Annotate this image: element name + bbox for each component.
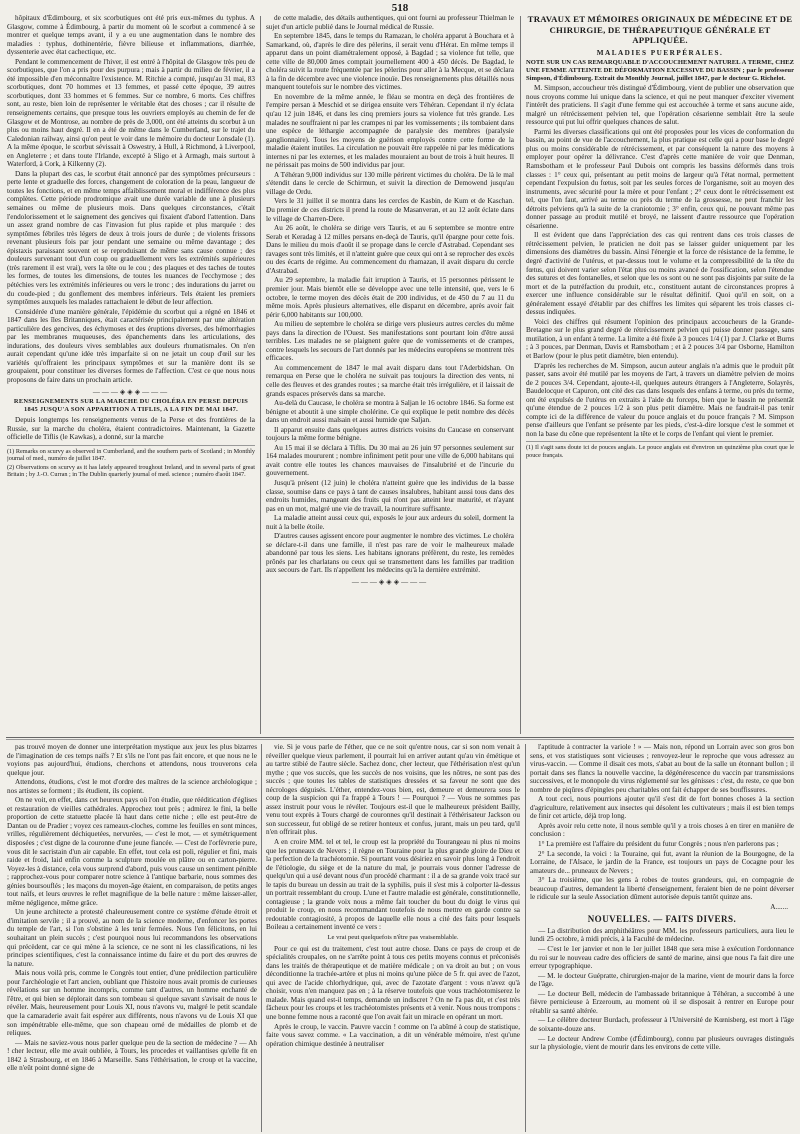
page-number: 518 <box>391 2 409 14</box>
paragraph: Au 26 août, le choléra se dirige vers Tauris, et au 6 septembre se montre entre Serab et Keradag à 12 milles persans en-deçà de Tauris, qu'il épargne pour cette fois. Dans le milieu du mois d'août il se propage dans le cercle d'Astrabad. Cependant ses ravages sont très limités, et il n'atteint guère que ceux qui ont à se reprocher des excès ou des écarts de régime. Au commencement du rhamazan, il avait disparu du cercle d'Astrabad. <box>266 224 514 275</box>
paragraph: 2° La seconde, la voici : la Touraine, qui fut, avant la réunion de la Bourgogne, de la Lorraine, de l'Alsace, le jardin de la France, est toujours un pays de Cocagne pour les amateurs de... pruneaux de Nevers ; <box>530 849 794 875</box>
feuilleton-column-2 <box>266 743 520 1131</box>
paragraph: Mais nous voilà pris, comme le Congrès tout entier, d'une prédilection particulière pour l'archéologie et l'art ancien, oubliant que l'histoire nous avait promis de curieuses révélations sur un homme incompris, comme tant d'autres, un homme enchanté de l'être, et qui bien se déplorait dans son tombeau si quelque savant s'avisait de nous le révéler. Mais, heureusement pour Louis XI, nous n'avons vu, malgré le petit scandale que la camaraderie avait fait espérer aux différents, nous n'avons vu de Louis XI que son impénétrable elle-même, que son chapeau orné de médailles de plomb et de reliques. <box>7 969 257 1038</box>
news-item: — La distribution des amphithéâtres pour MM. les professeurs particuliers, aura lieu le lundi 25 octobre, à midi précis, à la Faculté de médecine. <box>530 926 794 944</box>
paragraph: Considérée d'une manière générale, l'épidémie du scorbut qui a régné en 1846 et 1847 dans les îles Britanniques, était caractérisée principalement par une altération particulière des gencives, des échymoses et des éruptions diverses, des hémorrhagies par les membranes muqueuses, des épanchements dans les articulations, des indurations, des douleurs vives semblables aux douleurs rhumatismales. On n'en aurait cependant qu'une idée très imparfaite si on ne jetait un coup d'œil sur les variétés qu'offraient les principaux symptômes et sur la manière dont ils se groupaient, pour constituer les diverses formes de l'affection. C'est ce que nous nous proposons de faire dans un prochain article. <box>7 307 255 384</box>
section-header: TRAVAUX ET MÉMOIRES ORIGINAUX DE MÉDECINE ET DE CHIRURGIE, DE THÉRAPEUTIQUE GÉNÉRALE ET APPLIQUÉE. <box>527 14 793 45</box>
news-item: — Le docteur Andrew Combe (d'Édimbourg), connu par plusieurs ouvrages distingués sur la physiologie, vient de mourir dans les environs de cette ville. <box>530 1034 794 1052</box>
ornament-divider: ———◈◈◈——— <box>351 578 429 586</box>
paragraph: — Mais ne saviez-vous nous parler quelque peu de la section de médecine ? — Ah ! cher lecteur, elle me avait oubliée, à Tours, les procedes et vaillantises qu'elle fit en 1842 à Strasbourg, et en 1846 à Marseille. Sans l'éthérisation, le croup et la vaccine, elle n'eût point donné signe de <box>7 1038 257 1073</box>
paragraph: Au commencement de 1847 le mal avait disparu dans tout l'Aderbidshan. On remarqua en Perse que le choléra ne suivait pas toujours la direction des vents, ni celle des fleuves et des grandes routes ; sa marche était très irrégulière, et il laissait de grands espaces préservés dans sa marche. <box>266 363 514 398</box>
paragraph: D'autres causes agissent encore pour augmenter le nombre des victimes. Le choléra se déclare-t-il dans une famille, il n'est pas rare de voir le malheureux malade abandonné par tous les siens. Les habitans ignorans préfèrent, du reste, les remèdes prônés par les charlatans ou ceux qui se transmettent dans les familles par tradition aux secours de l'art. Ils n'appellent les médecins qu'à la dernière extrémité. <box>266 532 514 575</box>
news-item: — C'est le 1er janvier et non le 1er juillet 1848 que sera mise à exécution l'ordonnance du roi sur le nouveau cadre des officiers de santé de marine, ainsi que nous l'a fait dire une erreur typographique. <box>530 945 794 971</box>
paragraph: Un jeune architecte a protesté chaleureusement contre ce système d'étude étroit et d'imitation servile ; il a prouvé, au nom de la science moderne, d'enfoncer les portes du temple de l'art, si l'on s'obstine à les tenir fermées. Nous l'en félicitons, en lui souhaitant un plein succès ; c'est pourquoi nous lui recommandons les observations qui précèdent, car ce qui mène à la science, ce ne sont ni les classifications, ni les principes scientifiques, c'est la connaissance intime du faire et du port des œuvres de la nature. <box>7 908 257 968</box>
footnote: (2) Observations on scurvy as it has lately appeared troughout Ireland, and in several parts of great Britain ; by J.-O. Curran ; in The Dublin quarterly journal of med. science ; numéro d'août 1847. <box>7 463 255 478</box>
ornament-divider: ———◈◈◈——— <box>92 387 170 396</box>
paragraph: vie. Si je vous parle de l'éther, que ce ne soit qu'entre nous, car si son nom venait à réveiller quelque vieux parlement, il pourrait lui en arriver autant qu'au vin émétique et au tartre stibié de l'autre siècle. Sachez donc, cher lecteur, que l'éthérisation n'est qu'un mythe ; que vos succès, que les succès de nos voisins, que les nôtres, ne sont pas des succès ; que toutes les tables de statistiques dressées et sa faveur ne sont que des nécrologes déguisés. L'éther, entendez-vous bien, est, demeure et demeurera sous le coup de la suspicion qui l'a frappé à Tours ! — Pourquoi ? — Vous ne sommes pas assez instruit pour vous le révéler. Toujours est-il que le malheureux président Bailly, venu tout exprès à Tours chargé de couronnes qu'il destinait à l'éthérisateur Jackson ou son successeur, fut obligé de se retirer honteux et confus, jurant, mais un peu tard, qu'il n'en offrirait plus. <box>266 743 520 837</box>
footnotes <box>7 445 255 479</box>
paragraph: Attendons, étudions, c'est le mot d'ordre des maîtres de la science archéologique ; nos artistes se forment ; ils étudient, ils copient. <box>7 778 257 795</box>
column-rule <box>260 16 261 734</box>
article-title: NOTE SUR UN CAS REMARQUABLE D'ACCOUCHEMENT NATUREL A TERME, CHEZ UNE FEMME ATTEINTE DE DÉFORMATION EXCESSIVE DU BASSIN ; par le professeur Simpson, d'Édimbourg. Extrait du Monthly Journal, juillet 1847, par le docteur G. Richelot. <box>526 59 794 83</box>
paragraph: Dans la plupart des cas, le scorbut était annoncé par des symptômes précurseurs : perte lente et graduelle des forces, changement de coloration de la peau, langueur de toutes les fonctions, et en même temps affaiblissement moral et indifférence des plus complètes. Cette période prodromique avait une durée variable de une à plusieurs semaines ou même de plusieurs mois. Dans quelques circonstances, c'était l'endolorissement et le saignement des gencives qui fixaient d'abord l'attention. Dans un assez grand nombre de cas l'invasion fut plus rapide et plus marquée : des symptômes fébriles très légers de deux à trois jours de durée ; de violents frissons revenant plusieurs fois par jour pendant une semaine ou même davantage ; des épistaxis paraissant souvent et se reproduisant de même sans cause connue ; des douleurs survenant tout d'un coup ou graduellement vers les extrémités supérieures (très rarement il est vrai), vers la tête ou le cou ; des plaques et des taches de toutes les formes, de toutes les dimensions, de toutes les nuances de l'ecchymose ; des pétéchies vers les extrémités inférieures ou vers le tronc ; des indurations du jarret ou du coude-pied ; du gonflement des membres inférieurs. Tels étaient les premiers symptômes auxquels les malades rattachaient le début de leur affection. <box>7 169 255 307</box>
footnote: (1) Remarks on scurvy as observed in Cumberland, and the southern parts of Scotland ; in Monthly journal of med., numéro de juillet 1847. <box>7 447 255 463</box>
rubric-title: MALADIES PUERPÉRALES. <box>596 48 724 57</box>
paragraph: En novembre de la même année, le fléau se montra en deçà des frontières de l'empire persan à Meschid et se dirigea ensuite vers Téhéran. Cependant il n'y éclata qu'au 12 juin 1846, et dans les cinq premiers jours sa violence fut très grande. Les malades ne souffraient ni par les crampes ni par les vomissements ; ils tombaient dans une espèce de léthargie accompagnée de paralysie des membres (paralysie ganglionnaire). Tous les moyens de guérison employés contre cette forme de la maladie étaient inutiles. La circulation ne pouvait être rappelée ni par les médications internes ni par les externes, et les malades mouraient au bout de trois à huit heures. Il ne périssait pas moins de 500 individus par jour. <box>266 92 514 170</box>
section-title: RENSEIGNEMENTS SUR LA MARCHE DU CHOLÉRA EN PERSE DEPUIS 1845 JUSQU'A SON APPARITION A TIFLIS, A LA FIN DE MAI 1847. <box>13 398 249 414</box>
paragraph: Jusqu'à présent (12 juin) le choléra n'atteint guère que les individus de la basse classe, soumise dans ce pays à tant de causes insalubres, habitant aussi tous dans des endroits humides, mangeant des fruits qui n'ont pas atteint leur maturité, et n'ayant pas en un mot, malgré une vie de travail, la nourriture suffisante. <box>266 478 514 513</box>
paragraph: Voici des chiffres qui résument l'opinion des principaux accoucheurs de la Grande-Bretagne sur le plus grand degré de rétrécissement pelvien qui puisse donner passage, sans mutilation, à un enfant à terme. La limite a été fixée à 3 pouces 1/4 (1) par J. Clarke et Burns ; à 3 pouces, par Denman, Davis et Ramsbotham ; et à 2 pouces 3/4 par Osborne, Hamilton et Barlow (pour le plus petit diamètre, bien entendu). <box>526 317 794 360</box>
paragraph: D'après les recherches de M. Simpson, aucun auteur anglais n'a admis que le produit pût passer, sans avoir été mutilé par les moyens de l'art, à travers un diamètre pelvien de moins de 2 pouces 3/4. Cependant, ajoute-t-il, quelques auteurs étrangers à l'Angleterre, Solayrès, Baudelocque et Capuron, ont cité des cas dans lesquels des enfans à terme, ou près du terme, ont été expulsés de l'utérus en extraits à l'aide du forceps, bien que le bassin ne présentât qu'une étendue de 2 pouces 1/2 à son plus petit diamètre. Mais ne faudrait-il pas tenir compte ici de la différence de valeur du pouce anglais et du pouce français ? M. Simpson pense d'ailleurs que l'enfant se présente par les pieds, c'est-à-dire lorsque c'est le sommet et non la base du cône que représentent la tête et le corps de l'enfant qui vient le premier. <box>526 361 794 438</box>
paragraph: l'aptitude à contracter la variole ! » — Mais non, répond un Lorrain avec son gros bon sens, et vos statistiques sont vicieuses ; renvoyez-leur le reproche que vous adressez au virus-vaccin. — Comme il disait ces mots, s'abat au bout de la salle un étonnant bullon ; il portait dans ses flancs la nouvelle vaccine, la dégénérescence du vaccin par transmissions successives, et le monopole du virus réglementé sur les génisses : c'est, du reste, ce que bon nombre de piqûres d'épingles peu charitables ont fait échapper de ses bouffissures. <box>530 743 794 794</box>
paragraph: Au-delà du Caucase, le choléra se montra à Saljan le 16 octobre 1846. Sa forme est bénigne et aboutit à une simple cholérine. Ce qui explique le petit nombre des décès dans un endroit aussi malsain et aussi humide que Saljan. <box>266 399 514 425</box>
column-rule <box>520 16 521 734</box>
column-2 <box>266 14 514 730</box>
feuilleton-column-1 <box>7 743 257 1131</box>
paragraph: A en croire MM. tel et tel, le croup est la propriété du Tourangeau ni plus ni moins que les pruneaux de Nevers ; il règne en Touraine pour la plus grande gloire de Dieu et la perfection de la trachéotomie. Si pourtant vous désiriez en savoir plus long à l'endroit de l'étiologie, du siège et de la nature du mal, je pourrais vous donner l'adresse de quelqu'un qui a usé devant nous d'un procédé charmant : il a de sa grande voix tracé sur le tapis du bureau un dessin au trait de la syphilis, puis il s'est mis à colporter là-dessus un portrait ressemblant du croup. L'une et l'autre maladie est générale, constitutionnelle, contagieuse ; la grande voix nous a même fait toucher du bout du doigt le virus qui produit le croup, en nous recommandant toutefois de nous mettre en garde contre sa redoutable contagiosité, à propos de laquelle elle nous a cité des faits pour lesquels Boileau a certainement inventé ce vers : <box>266 838 520 932</box>
paragraph: Au 29 septembre, la maladie fait irruption à Tauris, et 15 personnes périssent le premier jour. Mais bientôt elle se développe avec une telle intensité, que, vers le 6 octobre, le terme moyen des décès était de 200 individus, et de 450 du 7 au 11 du même mois. Après plusieurs alternatives, elle disparut en décembre, après avoir fait périr 6,000 habitants sur 100,000. <box>266 276 514 319</box>
quoted-verse: Le vrai peut quelquefois n'être pas vraisemblable. <box>327 934 459 942</box>
column-rule <box>261 744 262 1132</box>
paragraph: hôpitaux d'Édimbourg, et six scorbutiques ont été pris eux-mêmes du typhus. A Glasgow, comme à Édimbourg, à partir du moment où le scorbut a commencé à se montrer et quelque temps avant, il y a eu une augmentation dans le nombre des maladies : typhus, dothinentérie, fièvre bilieuse et inflammations, diarrhée, dyssenterie avec état cachectique, etc. <box>7 14 255 57</box>
column-1 <box>7 14 255 730</box>
paragraph: Vers le 31 juillet il se montra dans les cercles de Kasbin, de Kum et de Kaschan. Du premier de ces districts il prend la route de Masanveran, et au 12 août éclate dans le village de Charren-Dere. <box>266 197 514 223</box>
paragraph: Il est évident que dans l'appréciation des cas qui rentrent dans ces trois classes de rétrécissement pelvien, le praticien ne doit pas se laisser guider uniquement par les dimensions des diamètres du bassin. Ainsi l'énergie et la force de résistance de la femme, le degré d'activité de l'utérus, et par-dessus tout le volume et la compressibilité de la tête du fœtus, qui doivent varier selon l'état plus ou moins avancé de l'ossification, selon l'étendue des sutures et des fontanelles, et selon que les os sont ou ne sont pas disjoints par suite de la mort et de la putréfaction du produit, etc., constituent autant de circonstances propres à exercer une influence considérable sur le résultat définitif. Quoi qu'il en soit, on a généralement essayé d'établir par des chiffres les limites qui séparent les trois classes ci-dessus indiquées. <box>526 231 794 317</box>
footnote: (1) Il s'agit sans doute ici de pouces anglais. Le pouce anglais est d'environ un quinzième plus court que le pouce français. <box>526 444 794 459</box>
paragraph: On ne voit, en effet, dans cet heureux pays où l'on étudie, que rééditication d'églises et restauration de vieilles cathédrales. Approchez tout près ; admirez le fini, la belle proportion de cette statuette placée là haut dans cette niche ; elle est peut-être de Dantan ou de Pradier ; voyez ces rameaux-cloches, comme les feuilles en sont minces, vrilles, régulièrement déchiquetées, nervurées, — c'est le mot, — et symétriquement disposées ; c'est digne de la couronne d'une jeune fiancée. — C'est de l'orfèvrerie pure, vous dit le sacristain d'un air capable. En effet, tout cela est poli, régulier et fini, mais raide et froid, laid enfin comme la sculpture moulée en plâtre ou en carton-pierre. Voyez-les à distance, cela vous surprend d'abord, puis vous cause un sentiment pénible ; rapprochez-vous pour comparer notre science à l'antique barbarie, nous sommes des génies boursouflés ; les maçons du moyen-âge étaient, en comparaison, de petits anges tout naïfs, et leurs œuvres le reflet magnifique de la belle nature : même laisser-aller, même négligence, même grâce. <box>7 796 257 907</box>
paragraph: Au 15 mai il se déclara à Tiflis. Du 30 mai au 26 juin 97 personnes seulement sur 164 malades moururent ; nombre infiniment petit pour une ville de 6,000 habitans qui avait contre elle toutes les chances mauvaises de l'insalubrité et de l'incurie du gouvernement. <box>266 443 514 478</box>
paragraph: Après avoir relu cette note, il nous semble qu'il y a trois choses à en tirer en manière de conclusion : <box>530 821 794 839</box>
paragraph: Pour ce qui est du traitement, c'est tout autre chose. Dans ce pays de croup et de spécialités croupales, on ne s'arrête point à tous ces petits moyens connus et préconisés dans les traités de thérapeutique et de matière médicale ; on va droit au but ; on vous déconditionne la trachée-artère et plus ni moins qu'une pièce de 5 fr. qui avec de l'azot, qui avec de l'acide chlorhydrique, qui, avec de l'azotate d'argent : vous n'avez qu'à choisir, vous n'en manquez pas en ; à la réserve toutefois que vous trachéotomiserez le malade. Mais quand est-il temps, demande un indiscret ? On ne l'a pas dit, et c'est très fâcheux pour les croups et les trachéotomistes présents et à venir. Nous nous trompons : une bonne femme nous a raconté que l'on avait fait un miracle en opérant un mort. <box>266 944 520 1021</box>
section-divider <box>6 737 794 738</box>
column-rule <box>525 744 526 1132</box>
paragraph: En septembre 1845, dans le temps du Ramazan, le choléra apparut à Bouchara et à Samarkand, où, d'après le dire des pèlerins, il serait venu d'Hérat. En même temps il apparut dans un point diamétralement opposé, à Bagdad ; sa violence fut telle, que cette ville de 80,000 âmes comptait journellement 400 à 450 décès. De Bagdad, le choléra suivit la route fréquentée par les pèlerins pour aller à la Mecque, et se déclara à la fin de décembre avec une violence inouïe. Des renseignements plus détaillés nous manquent toutefois sur le nombre des victimes. <box>266 32 514 92</box>
footnotes <box>526 441 794 459</box>
news-item: — M. le docteur Guépratte, chirurgien-major de la marine, vient de mourir dans la force de l'âge. <box>530 971 794 989</box>
paragraph: A tout ceci, nous pourrions ajouter qu'il s'est dit de fort bonnes choses à la section d'agriculture, relativement aux insectes qui désolent les cultivateurs ; mais il est bien temps de finir cet article, déjà trop long. <box>530 795 794 821</box>
column-3 <box>526 14 794 730</box>
news-heading: NOUVELLES. — FAITS DIVERS. <box>587 914 737 925</box>
paragraph: La maladie atteint aussi ceux qui, exposés le jour aux ardeurs du soleil, dorment la nuit à la belle étoile. <box>266 514 514 531</box>
paragraph: Après le croup, le vaccin. Pauvre vaccin ! comme on l'a abîmé à coup de statistique, faite vous savez comme. « La vaccination, a dit un vénérable mémoire, n'est qu'une opération chimique destinée à neutraliser <box>266 1022 520 1048</box>
paragraph: Au milieu de septembre le choléra se dirige vers plusieurs autres cercles du même pays dans la direction de l'Ouest. Ses manifestations sont pourtant loin d'être aussi terribles. Les malades ne se plaignent guère que de vomissements et de crampes, contre lesquels les secours de l'art donnés par les médecins européens se montrent très efficaces. <box>266 320 514 363</box>
section-divider <box>6 739 794 740</box>
paragraph: M. Simpson, accoucheur très distingué d'Édimbourg, vient de publier une observation que nous croyons comme lui unique dans la science, et qui ne peut manquer d'exciter vivement l'intérêt des praticiens. Il s'agit d'une femme qui est accouchée à terme et sans aucune aide, malgré un rétrécissement pelvien tel, que l'opération césarienne semblait être la seule ressource qui put lui offrir quelques chances de salut. <box>526 84 794 127</box>
paragraph: Depuis longtemps les renseignements venus de la Perse et des frontières de la Russie, sur la marche du choléra, étaient contradictoires. Maintenant, la Gazette officielle de Tiflis (le Kawkas), a donné, sur la marche <box>7 416 255 442</box>
paragraph: A Téhéran 9,000 individus sur 130 mille périrent victimes du choléra. De là le mal s'étendit dans le cercle de Schirmun, et suivit la direction de Demowend jusqu'au village de Ordu. <box>266 170 514 196</box>
paragraph: 3° La troisième, que les gens à robes de toutes grandeurs, qui, en compagnie de beaucoup d'autres, demandent la liberté d'enseignement, feraient bien de ne point déverser le ridicule sur la seule Association dûment autorisée depuis tantôt quinze ans. <box>530 876 794 902</box>
news-item: — Le docteur Bell, médecin de l'ambassade britannique à Téhéran, a succombé à une fièvre pernicieuse à Erzeroum, au moment où il se disposait à rentrer en Europe pour rétablir sa santé altérée. <box>530 989 794 1015</box>
news-item: — Le célèbre docteur Burdach, professeur à l'Université de Kœnisberg, est mort à l'âge de soixante-douze ans. <box>530 1016 794 1033</box>
paragraph: pas trouvé moyen de donner une interprétation mystique aux jeux les plus bizarres de l'imagination de ces temps naïfs ? Et s'ils ne l'ont pas fait encore, et que nous ne le voyions pas aujourd'hui, étudions, cherchons et attendons, nous trouverons cela quelque jour. <box>7 743 257 777</box>
paragraph: Parmi les diverses classifications qui ont été proposées pour les vices de conformation du bassin, au point de vue de l'accouchement, la plus pratique est celle qui a pour base le degré plus ou moins considérable de rétrécissement, et par conséquent la nature des moyens à employer pour opérer la délivrance. C'est d'après cette manière de voir que Denman, Ramsbotham et le professeur Paul Dubois ont compris les bassins déformés dans trois classes : 1° ceux qui, présentant au petit moins de largeur qu'à l'état normal, permettent cependant l'expulsion du fœtus, soit par les seules forces de l'organisme, soit au moyen des instruments, avec sécurité pour la mère et pour l'enfant ; 2° ceux dont le rétrécissement est tel, que l'on faut, arrivé au terme ou près du terme de la grossesse, ne peut franchir les détroits pelviens qu'à la suite de la craniotomie ; 3° enfin, ceux qui, ne pouvant même pas donner passage au produit mutilé et broyé, ne laissent d'autre ressource que l'opération césarienne. <box>526 127 794 230</box>
paragraph: Il apparut ensuite dans quelques autres districts voisins du Caucase en conservant toujours la même forme bénigne. <box>266 425 514 443</box>
paragraph: de cette maladie, des détails authentiques, qui ont fourni au professeur Thielman le sujet d'un article publié dans le Journal médical de Russie. <box>266 14 514 31</box>
signature: A....... <box>770 902 788 911</box>
paragraph: 1° La première est l'affaire du président du futur Congrès ; nous n'en parlerons pas ; <box>538 840 779 849</box>
paragraph: Pendant le commencement de l'hiver, il est entré à l'hôpital de Glasgow très peu de scorbutiques, que l'on a pris pour des purpura ; mais à partir du milieu de février, il a été impossible d'en méconnaître l'existence. M. Ritchie a compté, jusqu'au 31 mai, 83 scorbutiques, dont 70 hommes et 13 femmes, et passé cette époque, 39 autres scorbutiques, dont 33 hommes et 6 femmes. Sur ce nombre, 6 morts. Ces chiffres sont, au reste, bien loin de représenter le véritable état des choses ; car il résulte de renseignements certains, que presque tous les ouvriers employés au chemin de fer de Glasgow et de Montrose, au nombre de près de 3,000, ont été atteints du scorbut à un plus ou moins haut degré. Il en a été de même dans le Cumberland, sur le trajet du Caledonian railway, ainsi qu'on peut le voir dans le mémoire du docteur Lonsdale (1). A la même époque, le scorbut sévissait à Oswestry, à Hull, à Richmond, à Liverpool, en Angleterre ; et dans toute l'Irlande, excepté à Sligo et à Armagh, mais surtout à Waterford, à Cork, à Kilkenny (2). <box>7 57 255 169</box>
feuilleton-column-3 <box>530 743 794 1131</box>
